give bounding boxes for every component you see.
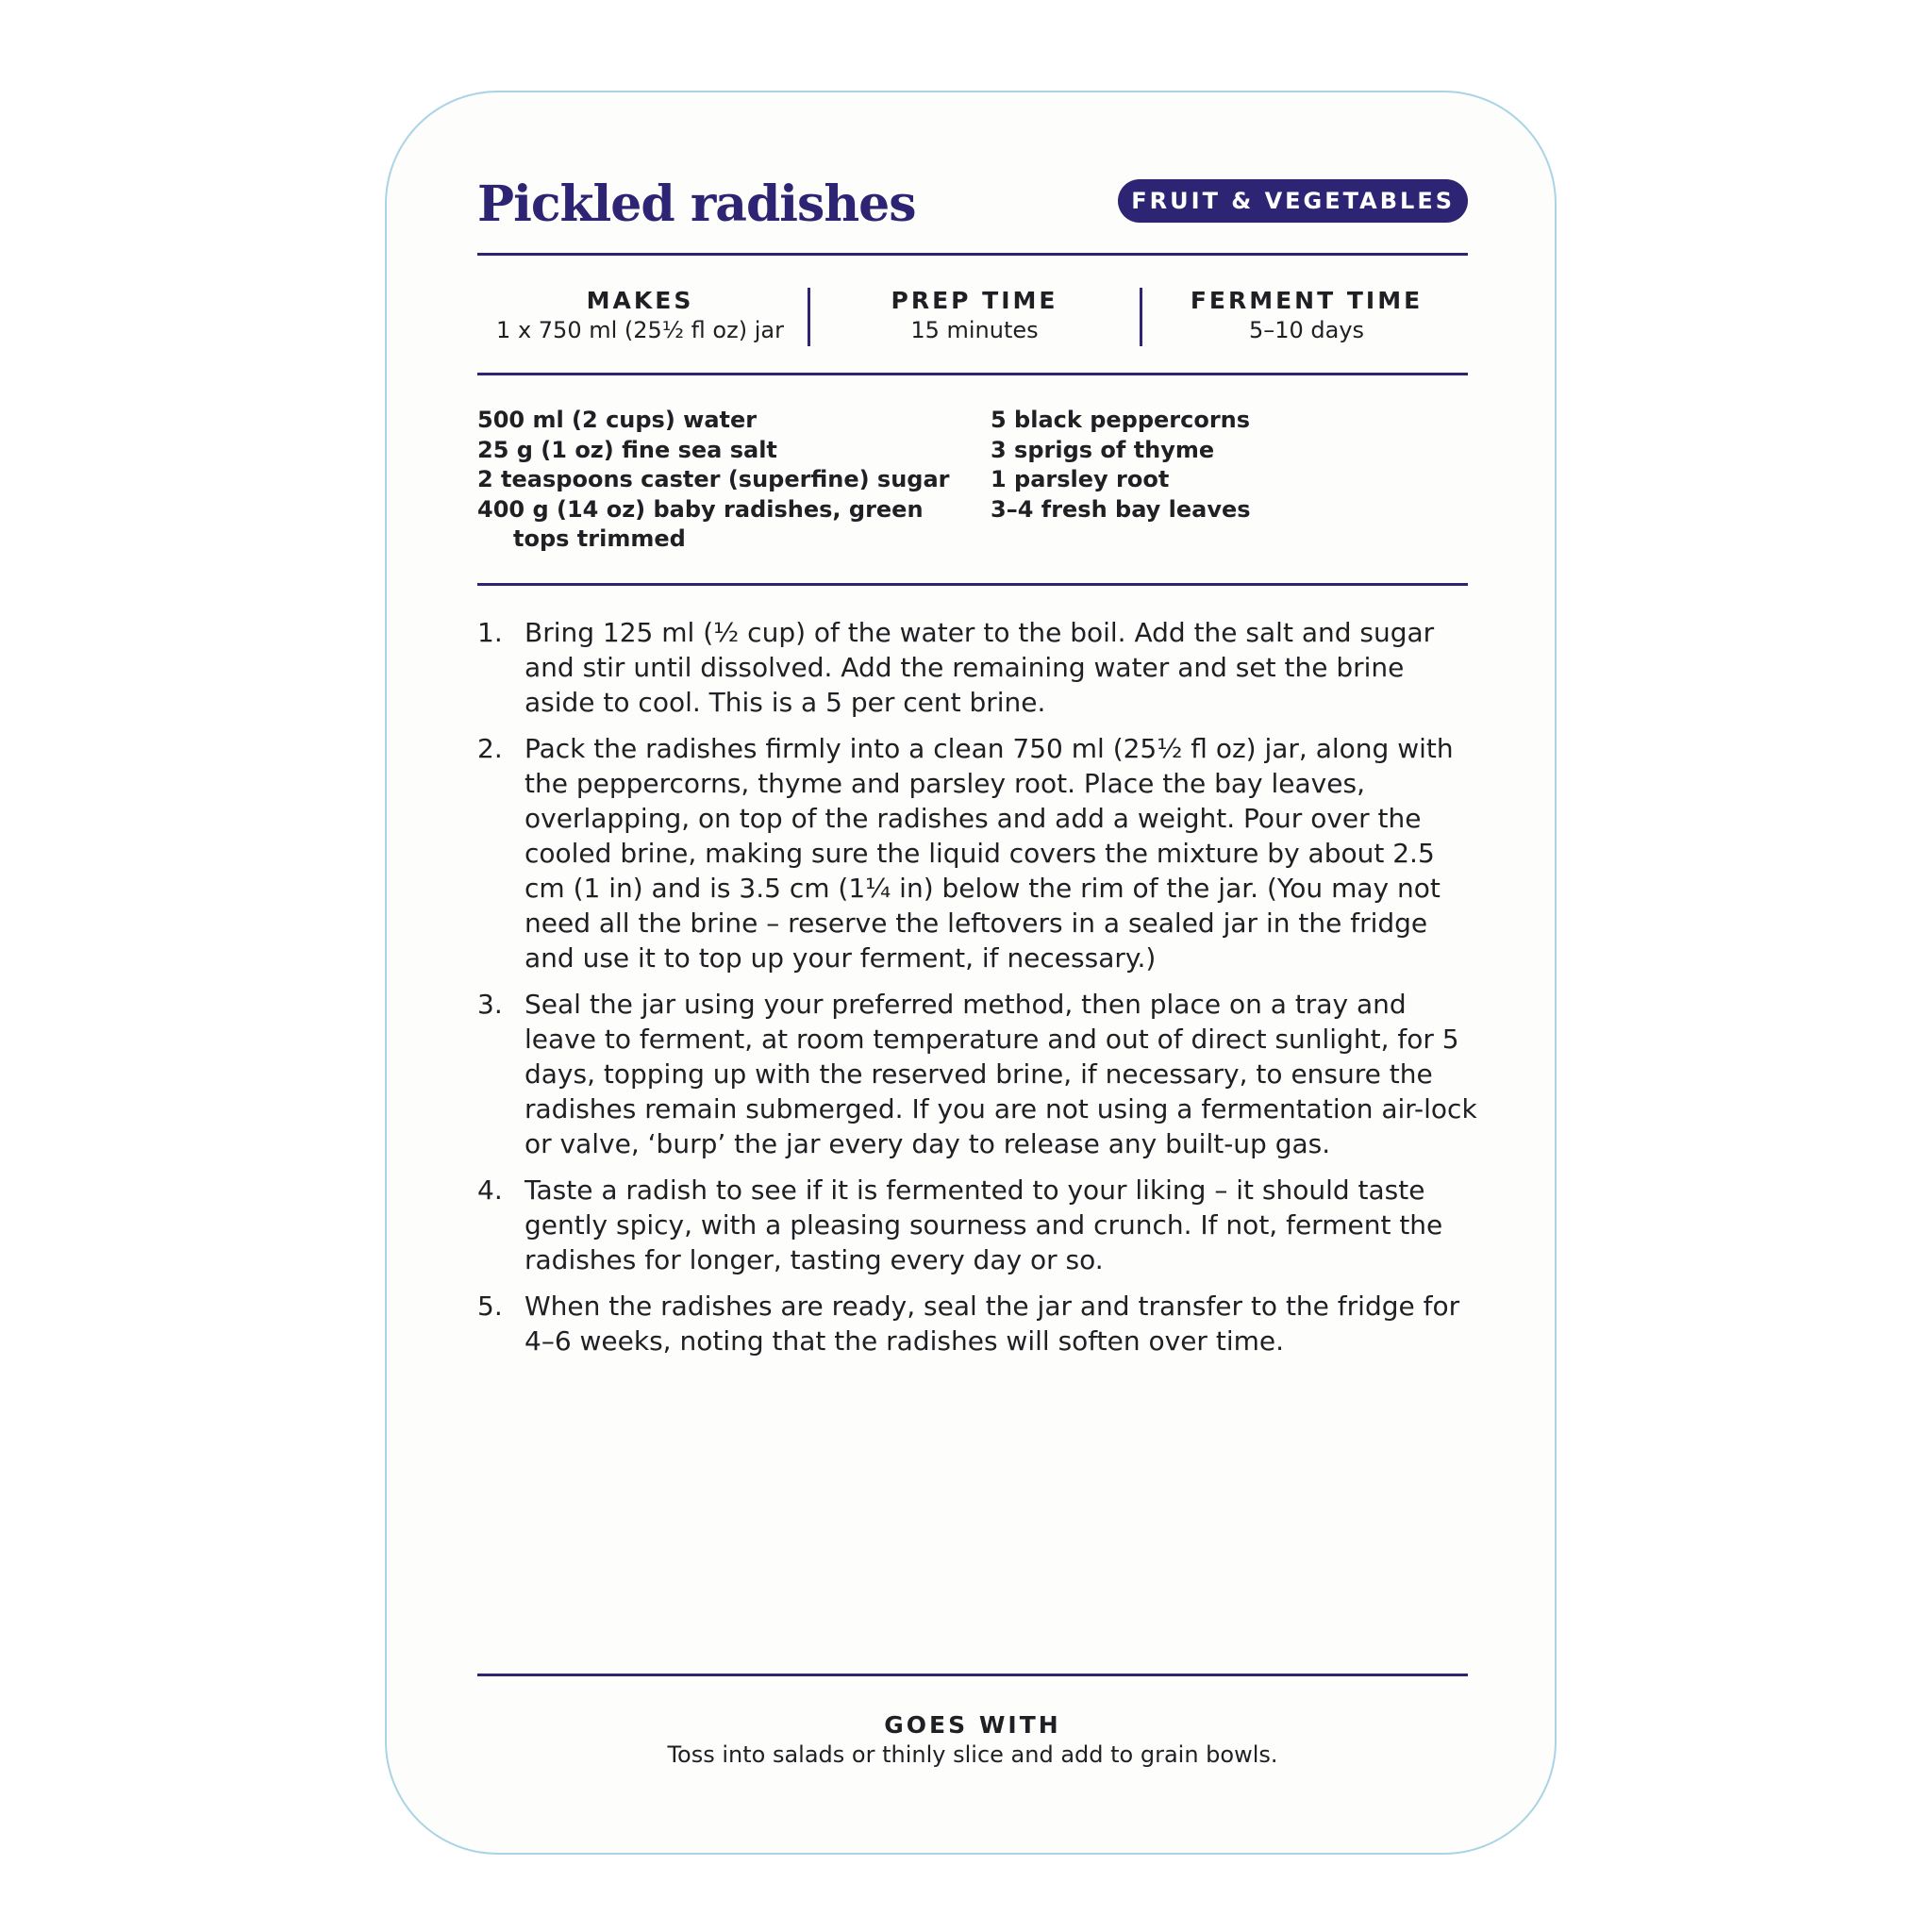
method-step [477,615,1477,720]
meta-divider [477,373,1468,375]
method-step [477,1173,1477,1277]
ingredient-item: 5 black peppercorns [991,407,1251,433]
ingredients-column-left [477,406,950,555]
prep-time-value: 15 minutes [910,317,1039,343]
step-number: 3. [477,989,503,1020]
step-text: Seal the jar using your preferred method, then place on a tray and leave to ferment, at room temperature and out of direct sunlight, for 5 days, topping up with the reserved brine, if necessary, to ensure the radishes remain submerged. If you are not using a fermentation air-lock or valve, ‘burp’ the jar every day to release any built-up gas. [525,989,1477,1159]
step-text: Pack the radishes firmly into a clean 750 ml (25½ fl oz) jar, along with the peppercorns, thyme and parsley root. Place the bay leaves, overlapping, on top of the radishes and add a weight. Pour over the cooled brine, making sure the liquid covers the mixture by about 2.5 cm (1 in) and is 3.5 cm (1¼ in) below the rim of the jar. (You may not need all the brine – reserve the leftovers in a sealed jar in the fridge and use it to top up your ferment, if necessary.) [525,733,1454,974]
method-step [477,731,1477,975]
header-divider [477,253,1468,256]
meta-divider-2 [1140,288,1142,346]
prep-time-label: PREP TIME [891,287,1058,314]
ingredient-item: 3 sprigs of thyme [991,436,1215,463]
ingredient-item: 3–4 fresh bay leaves [991,495,1251,523]
ingredient-item: 25 g (1 oz) fine sea salt [477,436,777,463]
step-text: Bring 125 ml (½ cup) of the water to the boil. Add the salt and sugar and stir until dissolved. Add the remaining water and set the brine aside to cool. This is a 5 per cent brine. [525,617,1435,718]
makes-label: MAKES [586,287,694,314]
step-text: When the radishes are ready, seal the jar and transfer to the fridge for 4–6 weeks, noting that the radishes will soften over time. [525,1291,1460,1357]
footer-divider [477,1674,1468,1676]
goes-with-label: GOES WITH [884,1711,1061,1739]
step-number: 1. [477,617,503,648]
ingredient-item: 2 teaspoons caster (superfine) sugar [477,466,950,492]
ferment-time-info [1145,92,1468,343]
category-badge: FRUIT & VEGETABLES [1118,179,1468,223]
step-text: Taste a radish to see if it is fermented to your liking – it should taste gently spicy, with a pleasing sourness and crunch. If not, ferment the radishes for longer, tasting every day or so. [525,1174,1443,1275]
method-steps [477,615,1477,1370]
method-step [477,1289,1477,1358]
method-step [477,987,1477,1161]
ingredients-list [477,406,1468,557]
ingredient-item: 1 parsley root [991,466,1170,492]
step-number: 5. [477,1291,503,1322]
ferment-time-label: FERMENT TIME [1190,287,1424,314]
goes-with-text: Toss into salads or thinly slice and add to grain bowls. [667,1741,1278,1768]
makes-value: 1 x 750 ml (25½ fl oz) jar [496,317,784,343]
ingredients-column-right [991,406,1251,525]
ingredient-item: 500 ml (2 cups) water [477,407,758,433]
ingredient-item-continuation: tops trimmed [513,525,686,552]
ferment-time-value: 5–10 days [1248,317,1365,343]
ingredient-item: 400 g (14 oz) baby radishes, green [477,495,924,523]
step-number: 2. [477,733,503,764]
recipe-card [385,91,1557,1855]
ingredients-divider [477,583,1468,586]
step-number: 4. [477,1174,503,1206]
meta-divider-1 [808,288,810,346]
recipe-title: Pickled radishes [477,175,916,233]
prep-time-info [813,92,1136,343]
